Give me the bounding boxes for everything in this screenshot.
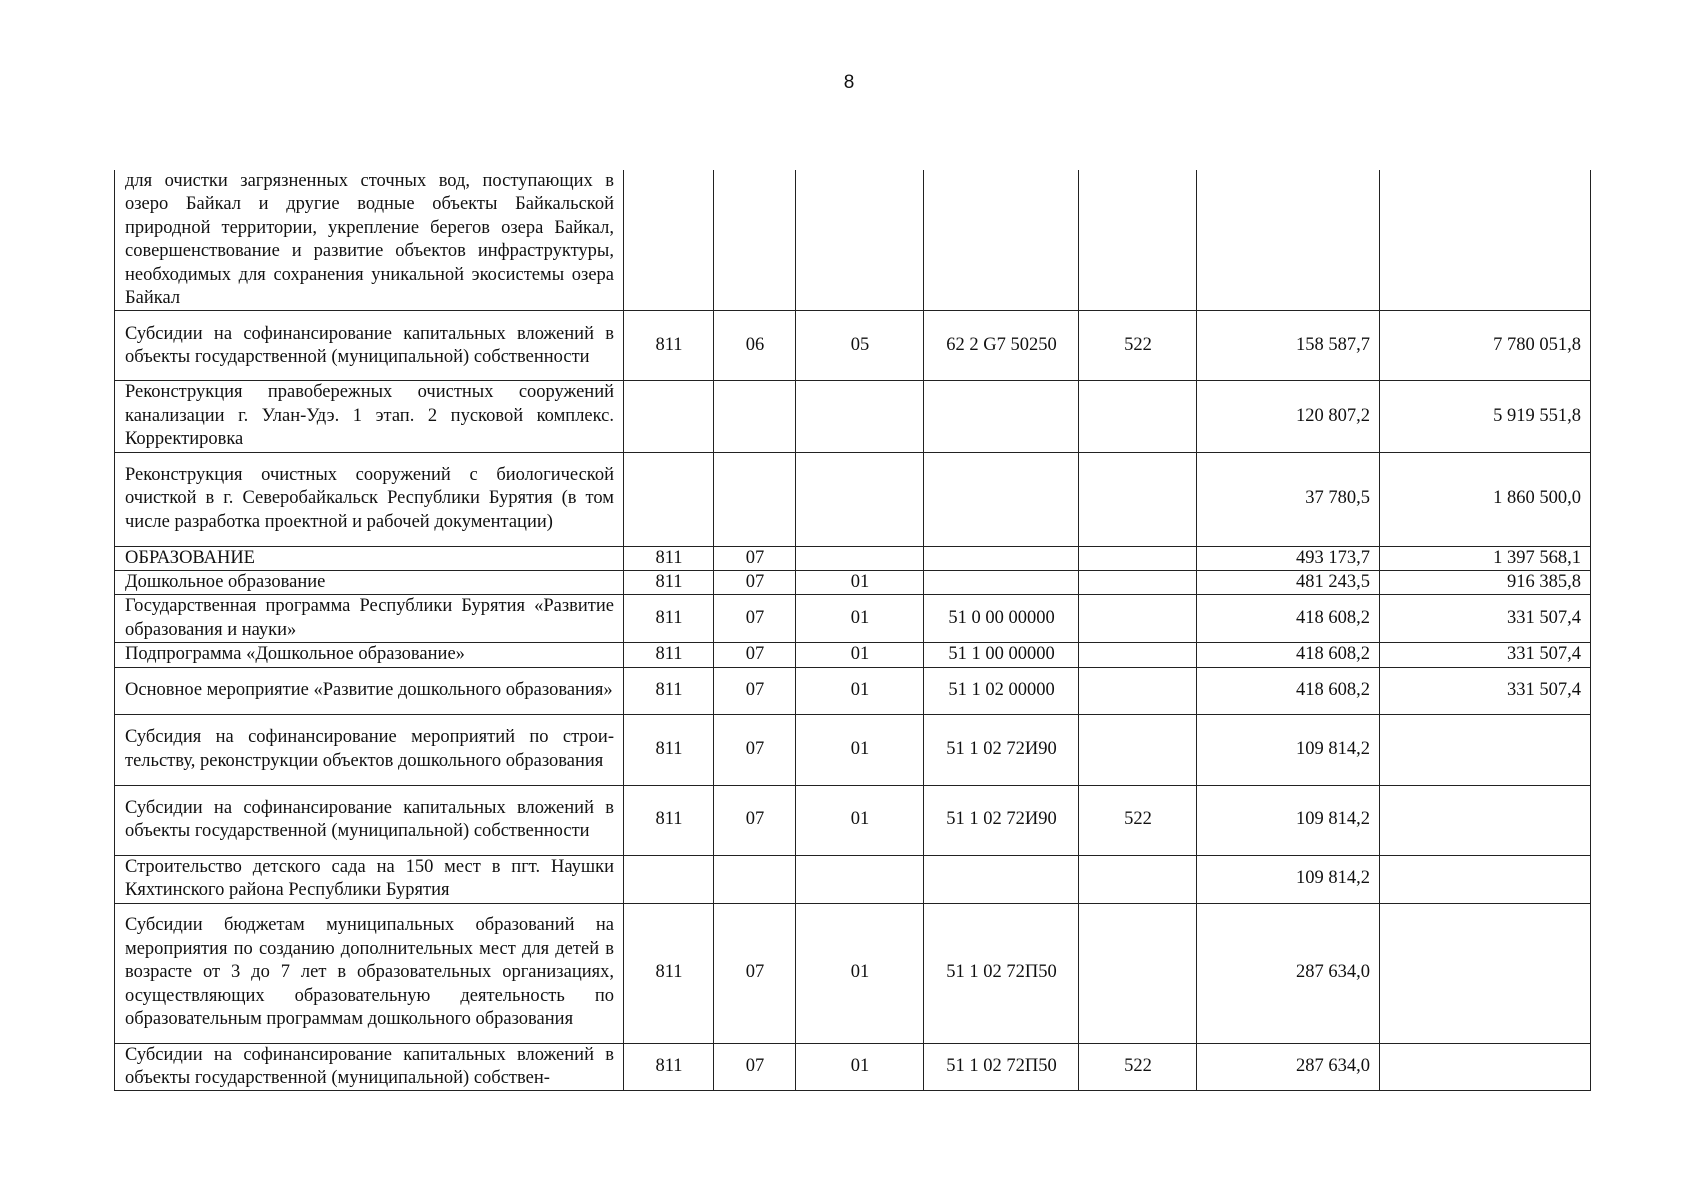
cell-section: 07: [714, 785, 796, 855]
cell-amount-1: 493 173,7: [1197, 546, 1380, 570]
row-description: Основное мероприятие «Развитие дошкольного образования»: [115, 667, 624, 714]
table-row: [115, 595, 1591, 643]
row-description: Субсидии на софинансирование капитальных вложений в объекты государственной (муниципальной) собственности: [115, 311, 624, 381]
cell-expense-type: [1079, 452, 1197, 546]
cell-amount-1: 109 814,2: [1197, 785, 1380, 855]
cell-ved: [624, 170, 714, 311]
cell-target-item: 51 0 00 00000: [924, 595, 1079, 643]
cell-ved: 811: [624, 643, 714, 667]
table-row: [115, 571, 1591, 595]
table-body: [115, 170, 1591, 1091]
cell-section: [714, 855, 796, 903]
cell-target-item: [924, 170, 1079, 311]
cell-expense-type: 522: [1079, 785, 1197, 855]
cell-section: 07: [714, 714, 796, 785]
cell-amount-1: 418 608,2: [1197, 595, 1380, 643]
cell-amount-1: [1197, 170, 1380, 311]
cell-target-item: 51 1 02 72П50: [924, 1043, 1079, 1091]
cell-amount-1: 418 608,2: [1197, 643, 1380, 667]
table-row: [115, 381, 1591, 452]
row-description: Субсидии на софинансирование капитальных вложений в объекты государственной (муниципальной) собственности: [115, 785, 624, 855]
cell-subsection: 01: [796, 571, 924, 595]
row-description: Реконструкция правобережных очистных сооружений канализации г. Улан-Удэ. 1 этап. 2 пусковой комплекс. Корректировка: [115, 381, 624, 452]
cell-expense-type: [1079, 170, 1197, 311]
cell-expense-type: 522: [1079, 1043, 1197, 1091]
cell-amount-2: 916 385,8: [1380, 571, 1591, 595]
cell-expense-type: [1079, 903, 1197, 1043]
cell-amount-2: 331 507,4: [1380, 667, 1591, 714]
cell-section: 06: [714, 311, 796, 381]
cell-amount-2: [1380, 855, 1591, 903]
cell-ved: 811: [624, 714, 714, 785]
table-row: [115, 714, 1591, 785]
table-row: [115, 311, 1591, 381]
row-description: Субсидия на софинансирование мероприятий по строительству, реконструкции объектов дошкольного образования: [115, 714, 624, 785]
cell-target-item: [924, 571, 1079, 595]
cell-expense-type: [1079, 546, 1197, 570]
cell-amount-1: 158 587,7: [1197, 311, 1380, 381]
page-number: 8: [843, 72, 855, 93]
cell-subsection: [796, 170, 924, 311]
table-row: [115, 170, 1591, 311]
cell-subsection: [796, 452, 924, 546]
cell-amount-1: 120 807,2: [1197, 381, 1380, 452]
row-description: Подпрограмма «Дошкольное образование»: [115, 643, 624, 667]
cell-amount-1: 481 243,5: [1197, 571, 1380, 595]
cell-section: [714, 381, 796, 452]
cell-amount-2: [1380, 714, 1591, 785]
cell-subsection: [796, 855, 924, 903]
table-row: [115, 546, 1591, 570]
cell-ved: 811: [624, 903, 714, 1043]
cell-section: 07: [714, 1043, 796, 1091]
cell-amount-1: 109 814,2: [1197, 855, 1380, 903]
cell-ved: 811: [624, 785, 714, 855]
row-description: Строительство детского сада на 150 мест в пгт. Наушки Кяхтинского района Республики Бурятия: [115, 855, 624, 903]
cell-expense-type: [1079, 714, 1197, 785]
cell-amount-1: 109 814,2: [1197, 714, 1380, 785]
cell-target-item: 51 1 02 72И90: [924, 785, 1079, 855]
row-description: Дошкольное образование: [115, 571, 624, 595]
cell-section: 07: [714, 903, 796, 1043]
cell-subsection: 01: [796, 667, 924, 714]
cell-amount-1: 418 608,2: [1197, 667, 1380, 714]
cell-amount-2: 5 919 551,8: [1380, 381, 1591, 452]
cell-amount-2: 1 397 568,1: [1380, 546, 1591, 570]
cell-section: 07: [714, 667, 796, 714]
cell-amount-1: 37 780,5: [1197, 452, 1380, 546]
cell-target-item: 51 1 00 00000: [924, 643, 1079, 667]
cell-ved: 811: [624, 667, 714, 714]
cell-subsection: 01: [796, 595, 924, 643]
cell-expense-type: 522: [1079, 311, 1197, 381]
cell-amount-2: 1 860 500,0: [1380, 452, 1591, 546]
cell-section: 07: [714, 643, 796, 667]
cell-target-item: 62 2 G7 50250: [924, 311, 1079, 381]
cell-expense-type: [1079, 667, 1197, 714]
table-row: [115, 855, 1591, 903]
cell-section: [714, 170, 796, 311]
table-row: [115, 667, 1591, 714]
cell-amount-2: 7 780 051,8: [1380, 311, 1591, 381]
cell-amount-2: [1380, 785, 1591, 855]
row-description: Государственная программа Республики Бурятия «Развитие образования и науки»: [115, 595, 624, 643]
cell-subsection: 01: [796, 1043, 924, 1091]
cell-ved: 811: [624, 546, 714, 570]
cell-subsection: 05: [796, 311, 924, 381]
cell-target-item: 51 1 02 00000: [924, 667, 1079, 714]
cell-subsection: [796, 546, 924, 570]
cell-section: 07: [714, 546, 796, 570]
table-row: [115, 903, 1591, 1043]
cell-ved: 811: [624, 311, 714, 381]
cell-target-item: [924, 855, 1079, 903]
table-row: [115, 1043, 1591, 1091]
cell-subsection: 01: [796, 714, 924, 785]
cell-amount-2: 331 507,4: [1380, 643, 1591, 667]
cell-subsection: 01: [796, 643, 924, 667]
row-description: для очистки загрязненных сточных вод, поступающих в озеро Байкал и другие водные объекты Байкальской природной территории, укрепление берегов озера Байкал, совершенствование и развитие объектов инфраструктуры, необходимых для сохранения уникальной экосистемы озера Байкал: [115, 170, 624, 311]
row-description: ОБРАЗОВАНИЕ: [115, 546, 624, 570]
cell-target-item: [924, 381, 1079, 452]
cell-subsection: 01: [796, 903, 924, 1043]
cell-amount-2: [1380, 170, 1591, 311]
budget-table: [114, 170, 1591, 1091]
cell-amount-1: 287 634,0: [1197, 903, 1380, 1043]
cell-expense-type: [1079, 381, 1197, 452]
cell-section: 07: [714, 595, 796, 643]
cell-section: [714, 452, 796, 546]
cell-ved: [624, 381, 714, 452]
cell-amount-2: [1380, 1043, 1591, 1091]
row-description: Субсидии на софинансирование капитальных вложений в объекты государственной (муниципальной) собствен-: [115, 1043, 624, 1091]
cell-expense-type: [1079, 571, 1197, 595]
row-description: Субсидии бюджетам муниципальных образований на мероприятия по созданию дополнительных мест для детей в возрасте от 3 до 7 лет в образовательных организациях, осуществляющих образовательную деятельность по образовательным программам дошкольного образования: [115, 903, 624, 1043]
cell-section: 07: [714, 571, 796, 595]
cell-ved: 811: [624, 1043, 714, 1091]
cell-ved: 811: [624, 595, 714, 643]
cell-ved: [624, 452, 714, 546]
cell-expense-type: [1079, 855, 1197, 903]
cell-target-item: 51 1 02 72И90: [924, 714, 1079, 785]
cell-amount-2: [1380, 903, 1591, 1043]
table-row: [115, 785, 1591, 855]
cell-ved: 811: [624, 571, 714, 595]
cell-target-item: 51 1 02 72П50: [924, 903, 1079, 1043]
cell-amount-1: 287 634,0: [1197, 1043, 1380, 1091]
row-description: Реконструкция очистных сооружений с биологической очисткой в г. Северобайкальск Республики Бурятия (в том числе разработка проектной и рабочей документации): [115, 452, 624, 546]
cell-subsection: [796, 381, 924, 452]
cell-amount-2: 331 507,4: [1380, 595, 1591, 643]
table-row: [115, 452, 1591, 546]
cell-expense-type: [1079, 595, 1197, 643]
cell-target-item: [924, 546, 1079, 570]
cell-target-item: [924, 452, 1079, 546]
cell-subsection: 01: [796, 785, 924, 855]
cell-expense-type: [1079, 643, 1197, 667]
table-row: [115, 643, 1591, 667]
cell-ved: [624, 855, 714, 903]
